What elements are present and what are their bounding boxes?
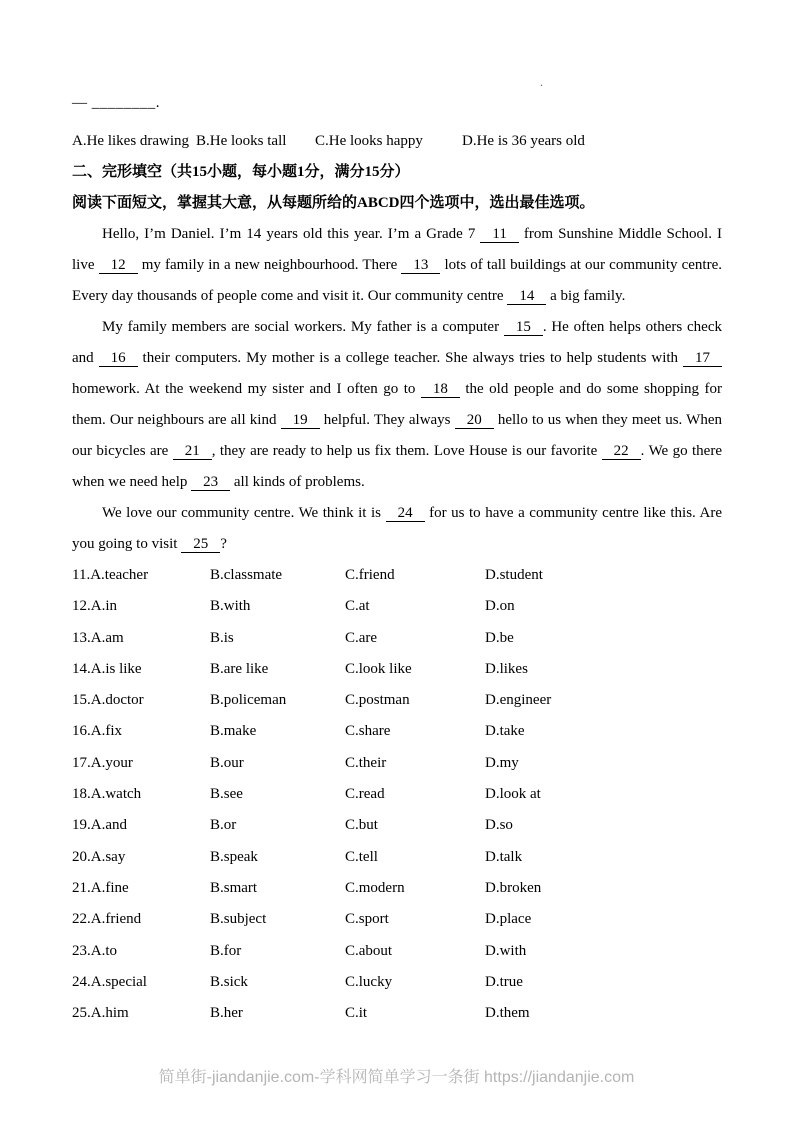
option-cell: C.share — [345, 723, 391, 740]
cloze-blank-21: 21 — [173, 443, 212, 460]
option-cell: C.but — [345, 817, 378, 834]
cloze-blank-15: 15 — [504, 319, 543, 336]
option-cell: 24.A.special — [72, 973, 147, 990]
option-cell: B.our — [210, 754, 244, 771]
option-cell: D.broken — [485, 879, 542, 896]
option-cell: C.tell — [345, 848, 378, 865]
option-cell: C.look like — [345, 660, 412, 677]
option-cell: D.my — [485, 754, 519, 771]
option-cell: B.smart — [210, 879, 258, 896]
option-row — [72, 623, 722, 654]
option-cell: D.so — [485, 817, 513, 834]
option-cell: B.for — [210, 942, 242, 959]
question-option: B.He looks tall — [196, 133, 287, 149]
option-cell: C.at — [345, 598, 370, 615]
option-row — [72, 873, 722, 904]
option-cell: B.her — [210, 1005, 243, 1022]
passage-paragraph: My family members are social workers. My father is a computer 15 . He often helps others check and 16 their computers. My mother is a college teacher. She always tries to help students with 17 homework. At the weekend my sister and I often go to 18 the old people and do some shopping for them. Our neighbours are all kind 19 helpful. They always 20 hello to us when they meet us. When our bicycles are 21 , they are ready to help us fix them. Love House is our favorite 22 . We go there when we need help 23 all kinds of problems. — [72, 319, 723, 490]
question-option: D.He is 36 years old — [462, 133, 585, 149]
option-cell: B.classmate — [210, 567, 283, 583]
cloze-blank-16: 16 — [99, 350, 138, 367]
option-row — [72, 560, 722, 591]
cloze-blank-23: 23 — [191, 474, 230, 491]
option-cell: D.look at — [485, 786, 541, 803]
option-cell: 16.A.fix — [72, 723, 122, 740]
options-table — [72, 560, 722, 1029]
option-cell: 20.A.say — [72, 848, 126, 865]
option-cell: B.with — [210, 598, 251, 615]
option-cell: D.them — [485, 1005, 530, 1022]
option-row — [72, 810, 722, 841]
question-options-line — [72, 126, 722, 157]
cloze-blank-11: 11 — [480, 226, 518, 243]
option-cell: 21.A.fine — [72, 879, 129, 896]
option-row — [72, 842, 722, 873]
option-cell: 18.A.watch — [72, 786, 142, 803]
option-row — [72, 967, 722, 998]
cloze-blank-19: 19 — [281, 412, 320, 429]
option-cell: C.modern — [345, 879, 405, 896]
option-row — [72, 936, 722, 967]
cloze-blank-24: 24 — [386, 505, 425, 522]
cloze-blank-13: 13 — [401, 257, 440, 274]
option-row — [72, 654, 722, 685]
option-cell: D.be — [485, 629, 514, 646]
option-cell: B.policeman — [210, 692, 287, 709]
footer-watermark: 简单街-jiandanjie.com-学科网简单学习一条街 https://jiandanjie.com — [158, 1069, 635, 1086]
option-cell: 23.A.to — [72, 942, 117, 959]
option-cell: 25.A.him — [72, 1005, 129, 1022]
cloze-passage — [72, 219, 722, 560]
option-cell: C.friend — [345, 567, 395, 583]
cloze-blank-20: 20 — [455, 412, 494, 429]
option-cell: B.sick — [210, 973, 248, 990]
option-cell: B.make — [210, 723, 257, 740]
option-cell: D.engineer — [485, 692, 552, 709]
option-row — [72, 685, 722, 716]
cloze-blank-12: 12 — [99, 257, 138, 274]
option-row — [72, 779, 722, 810]
option-cell: D.on — [485, 598, 515, 615]
option-cell: D.student — [485, 567, 543, 583]
option-row — [72, 748, 722, 779]
option-cell: B.see — [210, 786, 243, 803]
option-cell: C.read — [345, 786, 385, 803]
option-cell: C.sport — [345, 911, 389, 928]
option-cell: 14.A.is like — [72, 660, 142, 677]
option-cell: 19.A.and — [72, 817, 127, 834]
option-cell: 17.A.your — [72, 754, 133, 771]
option-cell: D.with — [485, 942, 527, 959]
option-row — [72, 998, 722, 1029]
option-cell: 12.A.in — [72, 598, 117, 615]
option-cell: B.is — [210, 629, 234, 646]
option-cell: D.likes — [485, 660, 528, 677]
option-cell: B.subject — [210, 911, 267, 928]
option-cell: B.speak — [210, 848, 258, 865]
cloze-blank-14: 14 — [507, 288, 546, 305]
stray-mark: . — [540, 75, 543, 89]
option-cell: C.are — [345, 629, 378, 646]
option-cell: 22.A.friend — [72, 911, 142, 928]
question-option: C.He looks happy — [315, 133, 423, 149]
option-cell: C.about — [345, 942, 393, 959]
option-cell: D.talk — [485, 848, 523, 865]
option-cell: C.their — [345, 754, 387, 771]
option-cell: B.or — [210, 817, 237, 834]
option-cell: D.true — [485, 973, 523, 990]
passage-paragraph: We love our community centre. We think it is 24 for us to have a community centre like this. Are you going to visit 25 ? — [72, 505, 722, 552]
option-cell: 15.A.doctor — [72, 692, 144, 709]
cloze-blank-17: 17 — [683, 350, 722, 367]
option-cell: D.take — [485, 723, 525, 740]
option-cell: C.postman — [345, 692, 410, 709]
option-cell: C.lucky — [345, 973, 393, 990]
passage-paragraph: Hello, I’m Daniel. I’m 14 years old this year. I’m a Grade 7 11 from Sunshine Middle School. I live 12 my family in a new neighbourhood. There 13 lots of tall buildings at our community centre. Every day thousands of people come and visit it. Our community centre 14 a big family. — [72, 226, 722, 304]
option-cell: D.place — [485, 911, 532, 928]
option-cell: 11.A.teacher — [72, 567, 149, 583]
section-title: 二、完形填空（共15小题，每小题1分，满分15分） — [72, 164, 410, 180]
option-row — [72, 904, 722, 935]
option-cell: 13.A.am — [72, 629, 124, 646]
option-cell: C.it — [345, 1005, 368, 1022]
answer-blank-line: — ________. — [72, 95, 160, 111]
section-instruction: 阅读下面短文，掌握其大意，从每题所给的ABCD四个选项中，选出最佳选项。 — [72, 195, 595, 211]
option-row — [72, 591, 722, 622]
cloze-blank-25: 25 — [181, 536, 220, 553]
option-row — [72, 716, 722, 747]
cloze-blank-18: 18 — [421, 381, 460, 398]
question-option: A.He likes drawing — [72, 133, 190, 149]
option-cell: B.are like — [210, 660, 269, 677]
cloze-blank-22: 22 — [602, 443, 641, 460]
